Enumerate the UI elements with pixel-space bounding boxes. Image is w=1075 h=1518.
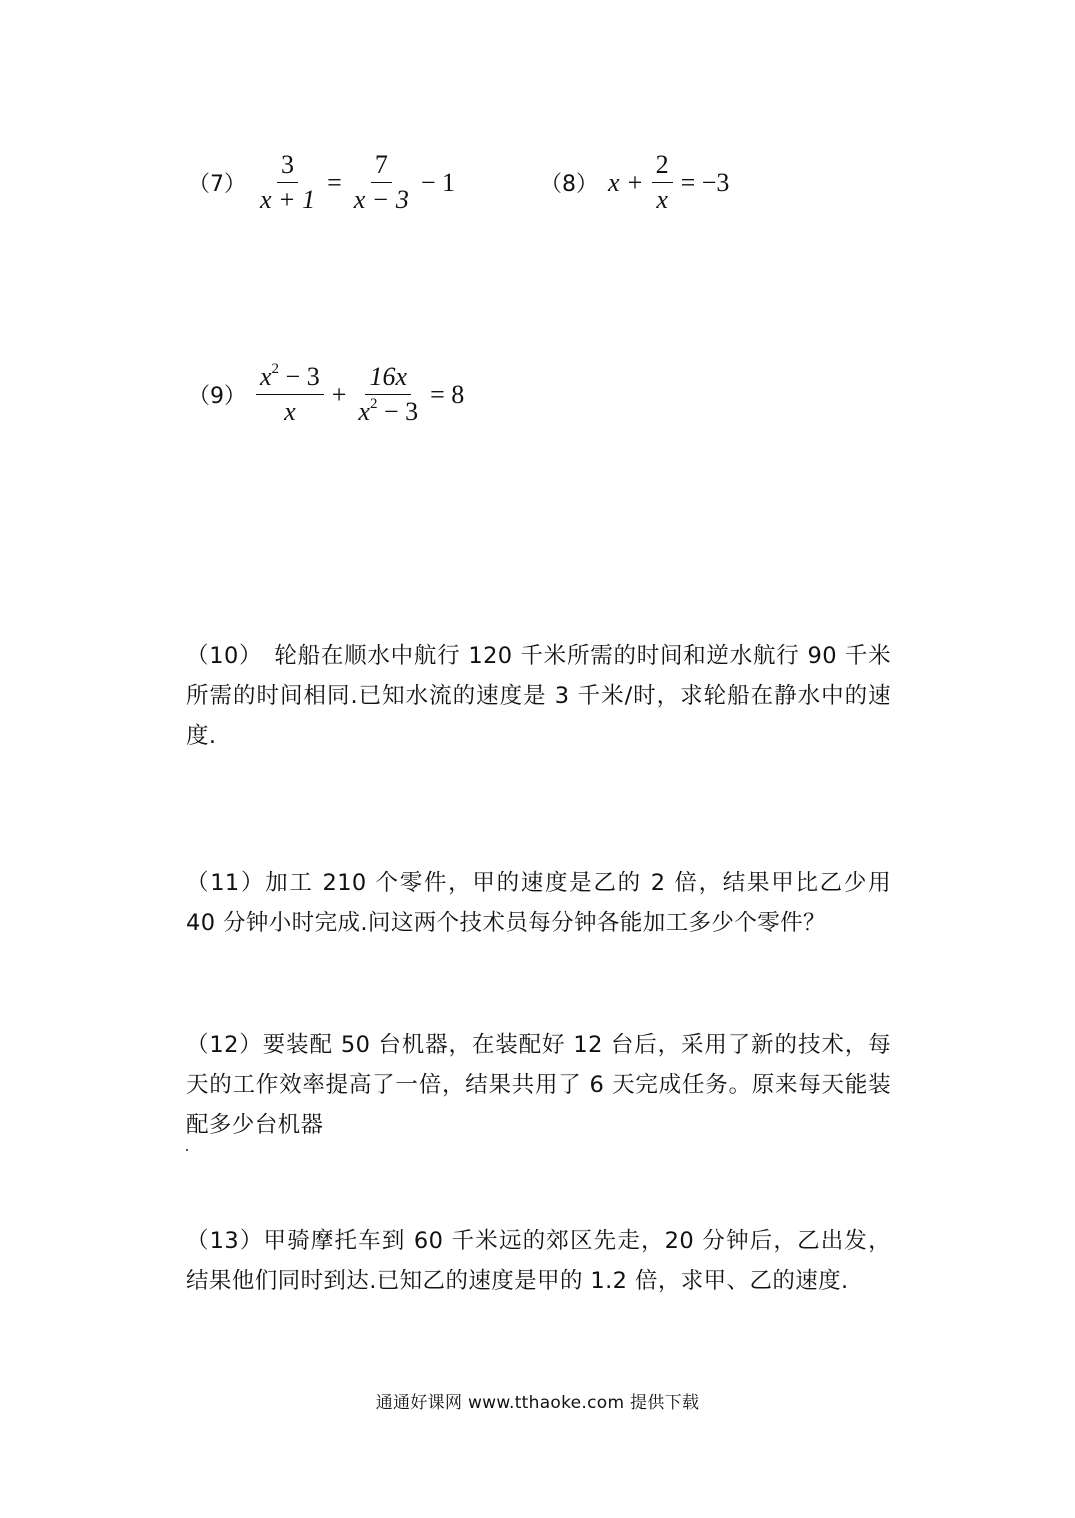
equation-number: （8） [540, 172, 598, 197]
problem-12: （12）要装配 50 台机器，在装配好 12 台后，采用了新的技术，每天的工作效率提高了一倍，结果共用了 6 天完成任务。原来每天能装配多少台机器 [186, 1032, 891, 1138]
expression-lead: x + [608, 167, 644, 197]
equals-sign: = [327, 167, 342, 197]
equation-7 [188, 148, 459, 217]
denominator: x [656, 185, 668, 214]
stray-dot [186, 1149, 188, 1151]
equation-9 [188, 360, 468, 429]
fraction [652, 148, 673, 217]
equation-8 [540, 148, 733, 217]
equation-number: （9） [188, 384, 246, 409]
denominator: x + 1 [260, 185, 316, 214]
fraction [350, 148, 413, 217]
numerator: 16x [365, 360, 411, 395]
fraction [354, 360, 422, 429]
equation-number: （7） [188, 172, 246, 197]
problem-10: （10） 轮船在顺水中航行 120 千米所需的时间和逆水航行 90 千米所需的时间相同.已知水流的速度是 3 千米/时，求轮船在静水中的速度. [186, 643, 891, 749]
numerator: 2 [652, 148, 673, 183]
page-footer: 通通好课网 www.tthaoke.com 提供下载 [375, 1393, 700, 1413]
fraction [256, 148, 319, 217]
fraction [256, 360, 324, 429]
problem-11: （11）加工 210 个零件，甲的速度是乙的 2 倍，结果甲比乙少用 40 分钟小时完成.问这两个技术员每分钟各能加工多少个零件？ [186, 870, 891, 936]
numerator: 7 [371, 148, 392, 183]
numerator: $x^2 - 3$ [256, 360, 324, 395]
expression-tail: = 8 [430, 379, 465, 409]
numerator: 3 [277, 148, 298, 183]
denominator: $x^2 - 3$ [358, 396, 419, 426]
expression-tail: = −3 [680, 167, 730, 197]
denominator: x [284, 397, 296, 426]
denominator: x − 3 [353, 185, 409, 214]
plus-sign: + [331, 379, 347, 409]
expression-tail: − 1 [420, 167, 456, 197]
problem-13: （13）甲骑摩托车到 60 千米远的郊区先走，20 分钟后，乙出发，结果他们同时到达.已知乙的速度是甲的 1.2 倍，求甲、乙的速度. [186, 1228, 891, 1294]
